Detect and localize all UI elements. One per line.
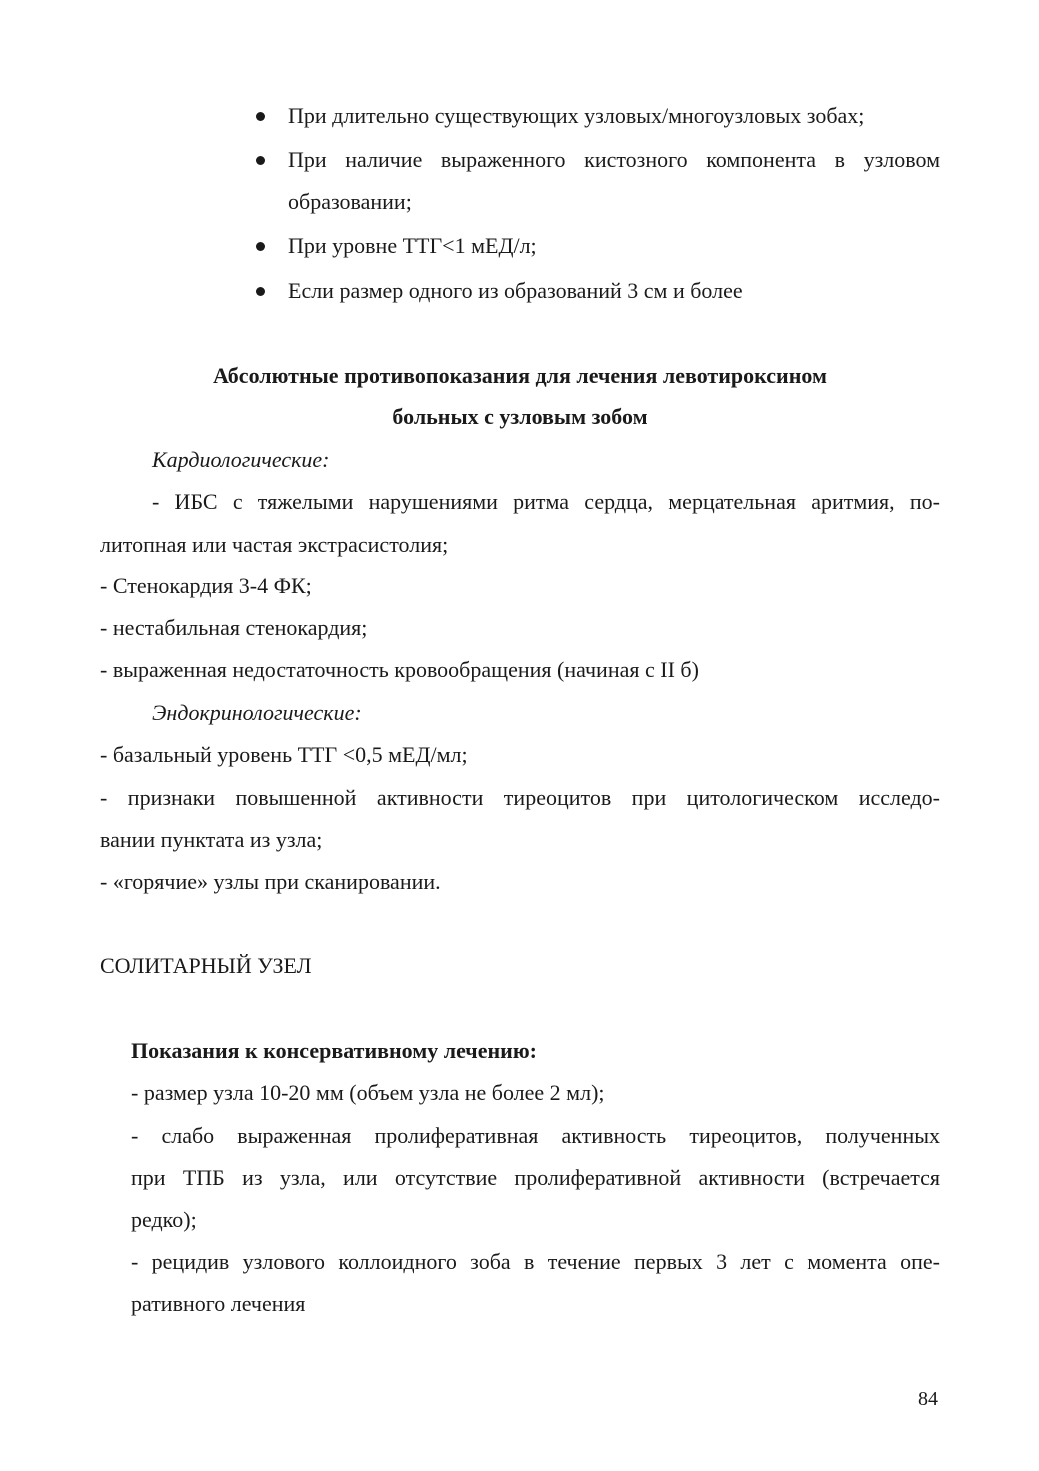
cardio-item-3: - нестабильная стенокардия; xyxy=(100,615,368,640)
cardio-item-1: - ИБС с тяжелыми нарушениями ритма сердца, мерцательная аритмия, по- xyxy=(152,489,940,514)
solitary-title: СОЛИТАРНЫЙ УЗЕЛ xyxy=(100,953,312,978)
cardio-item-2: - Стенокардия 3-4 ФК; xyxy=(100,573,312,598)
indication-item-2-end: редко); xyxy=(131,1207,197,1232)
bullet-item-4: Если размер одного из образований 3 см и более xyxy=(288,278,743,303)
bullet-dot-icon xyxy=(256,112,265,121)
indications-heading: Показания к консервативному лечению: xyxy=(131,1038,537,1063)
bullet-item-2-cont: образовании; xyxy=(288,189,412,214)
indication-item-3-cont: ративного лечения xyxy=(131,1291,306,1316)
cardio-label: Кардиологические: xyxy=(152,447,330,472)
cardio-item-4: - выраженная недостаточность кровообращения (начиная с II б) xyxy=(100,657,699,682)
indication-item-2-cont: при ТПБ из узла, или отсутствие пролиферативной активности (встречается xyxy=(131,1165,940,1190)
endo-item-2-cont: вании пунктата из узла; xyxy=(100,827,323,852)
indication-item-3: - рецидив узлового коллоидного зоба в течение первых 3 лет с момента опе- xyxy=(131,1249,940,1274)
endo-item-3: - «горячие» узлы при сканировании. xyxy=(100,869,441,894)
endo-label: Эндокринологические: xyxy=(152,700,362,725)
indication-item-2: - слабо выраженная пролиферативная активность тиреоцитов, полученных xyxy=(131,1123,940,1148)
bullet-item-1: При длительно существующих узловых/многоузловых зобах; xyxy=(288,103,865,128)
cardio-item-1-cont: литопная или частая экстрасистолия; xyxy=(100,532,449,557)
endo-item-1: - базальный уровень ТТГ <0,5 мЕД/мл; xyxy=(100,742,468,767)
bullet-item-2: При наличие выраженного кистозного компонента в узловом xyxy=(288,147,940,172)
page-number: 84 xyxy=(918,1388,938,1410)
contraindications-heading-line1: Абсолютные противопоказания для лечения левотироксином xyxy=(213,363,827,388)
indication-item-1: - размер узла 10-20 мм (объем узла не более 2 мл); xyxy=(131,1080,605,1105)
bullet-item-3: При уровне ТТГ<1 мЕД/л; xyxy=(288,233,537,258)
endo-item-2: - признаки повышенной активности тиреоцитов при цитологическом исследо- xyxy=(100,785,940,810)
bullet-dot-icon xyxy=(256,287,265,296)
contraindications-heading-line2: больных с узловым зобом xyxy=(392,404,648,429)
bullet-dot-icon xyxy=(256,242,265,251)
bullet-dot-icon xyxy=(256,156,265,165)
